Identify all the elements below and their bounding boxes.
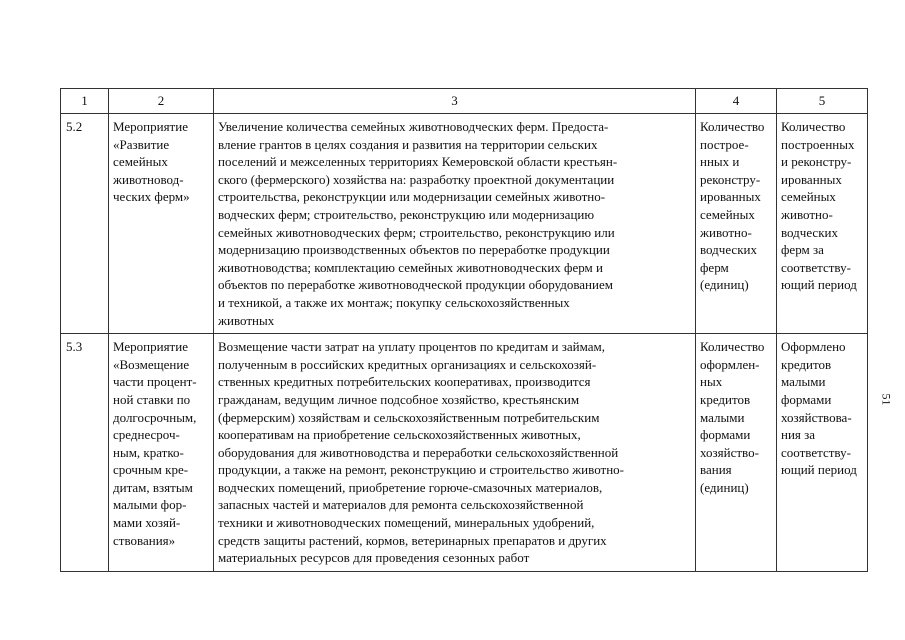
header-row: [61, 89, 868, 114]
indicator: Количество оформлен- ных кредитов малыми формами хозяйство- вания (единиц): [696, 334, 777, 572]
header-cell-1: 1: [61, 89, 109, 114]
period-result: Количество построенных и реконстру- ированных семейных животно- водческих ферм за соответству- ющий период: [777, 114, 868, 334]
row-number: 5.3: [61, 334, 109, 572]
row-number: 5.2: [61, 114, 109, 334]
table-row: [61, 334, 868, 572]
header-cell-4: 4: [696, 89, 777, 114]
page-number: 51: [879, 393, 894, 406]
header-cell-3: 3: [214, 89, 696, 114]
indicator: Количество построе- нных и реконстру- ированных семейных животно- водческих ферм (единиц): [696, 114, 777, 334]
header-cell-2: 2: [109, 89, 214, 114]
event-name: Мероприятие «Возмещение части процент- ной ставки по долгосрочным, среднесроч- ным, кратко- срочным кре- дитам, взятым малыми фор- мами хозяй- ствования»: [109, 334, 214, 572]
table-row: [61, 114, 868, 334]
event-description: Возмещение части затрат на уплату процентов по кредитам и займам, полученным в российских кредитных организациях и сельскохозяй- ственных кредитных потребительских кооперативах, производится гражданам, ведущим личное подсобное хозяйство, крестьянским (фермерским) хозяйствам и сельскохозяйственным потребительским кооперативам на приобретение сельскохозяйственных животных, оборудования для животноводства и переработки сельскохозяйственной продукции, а также на ремонт, реконструкцию и строительство животно- водческих помещений, приобретение горюче-смазочных материалов, запасных частей и материалов для ремонта сельскохозяйственной техники и животноводческих помещений, минеральных удобрений, средств защиты растений, кормов, ветеринарных препаратов и других материальных ресурсов для проведения сезонных работ: [214, 334, 696, 572]
event-name: Мероприятие «Развитие семейных животновод- ческих ферм»: [109, 114, 214, 334]
event-description: Увеличение количества семейных животноводческих ферм. Предоста- вление грантов в целях создания и развития на территории сельских поселений и межселенных территориях Кемеровской области крестьян- ского (фермерского) хозяйства на: разработку проектной документации строительства, реконструкции или модернизации семейных животно- водческих ферм; строительство, реконструкцию или модернизацию семейных животноводческих ферм; строительство, реконструкцию или модернизацию производственных объектов по переработке продукции животноводства; комплектацию семейных животноводческих ферм и объектов по переработке животноводческой продукции оборудованием и техникой, а также их монтаж; покупку сельскохозяйственных животных: [214, 114, 696, 334]
header-cell-5: 5: [777, 89, 868, 114]
activities-table: [60, 88, 868, 572]
period-result: Оформлено кредитов малыми формами хозяйствова- ния за соответству- ющий период: [777, 334, 868, 572]
